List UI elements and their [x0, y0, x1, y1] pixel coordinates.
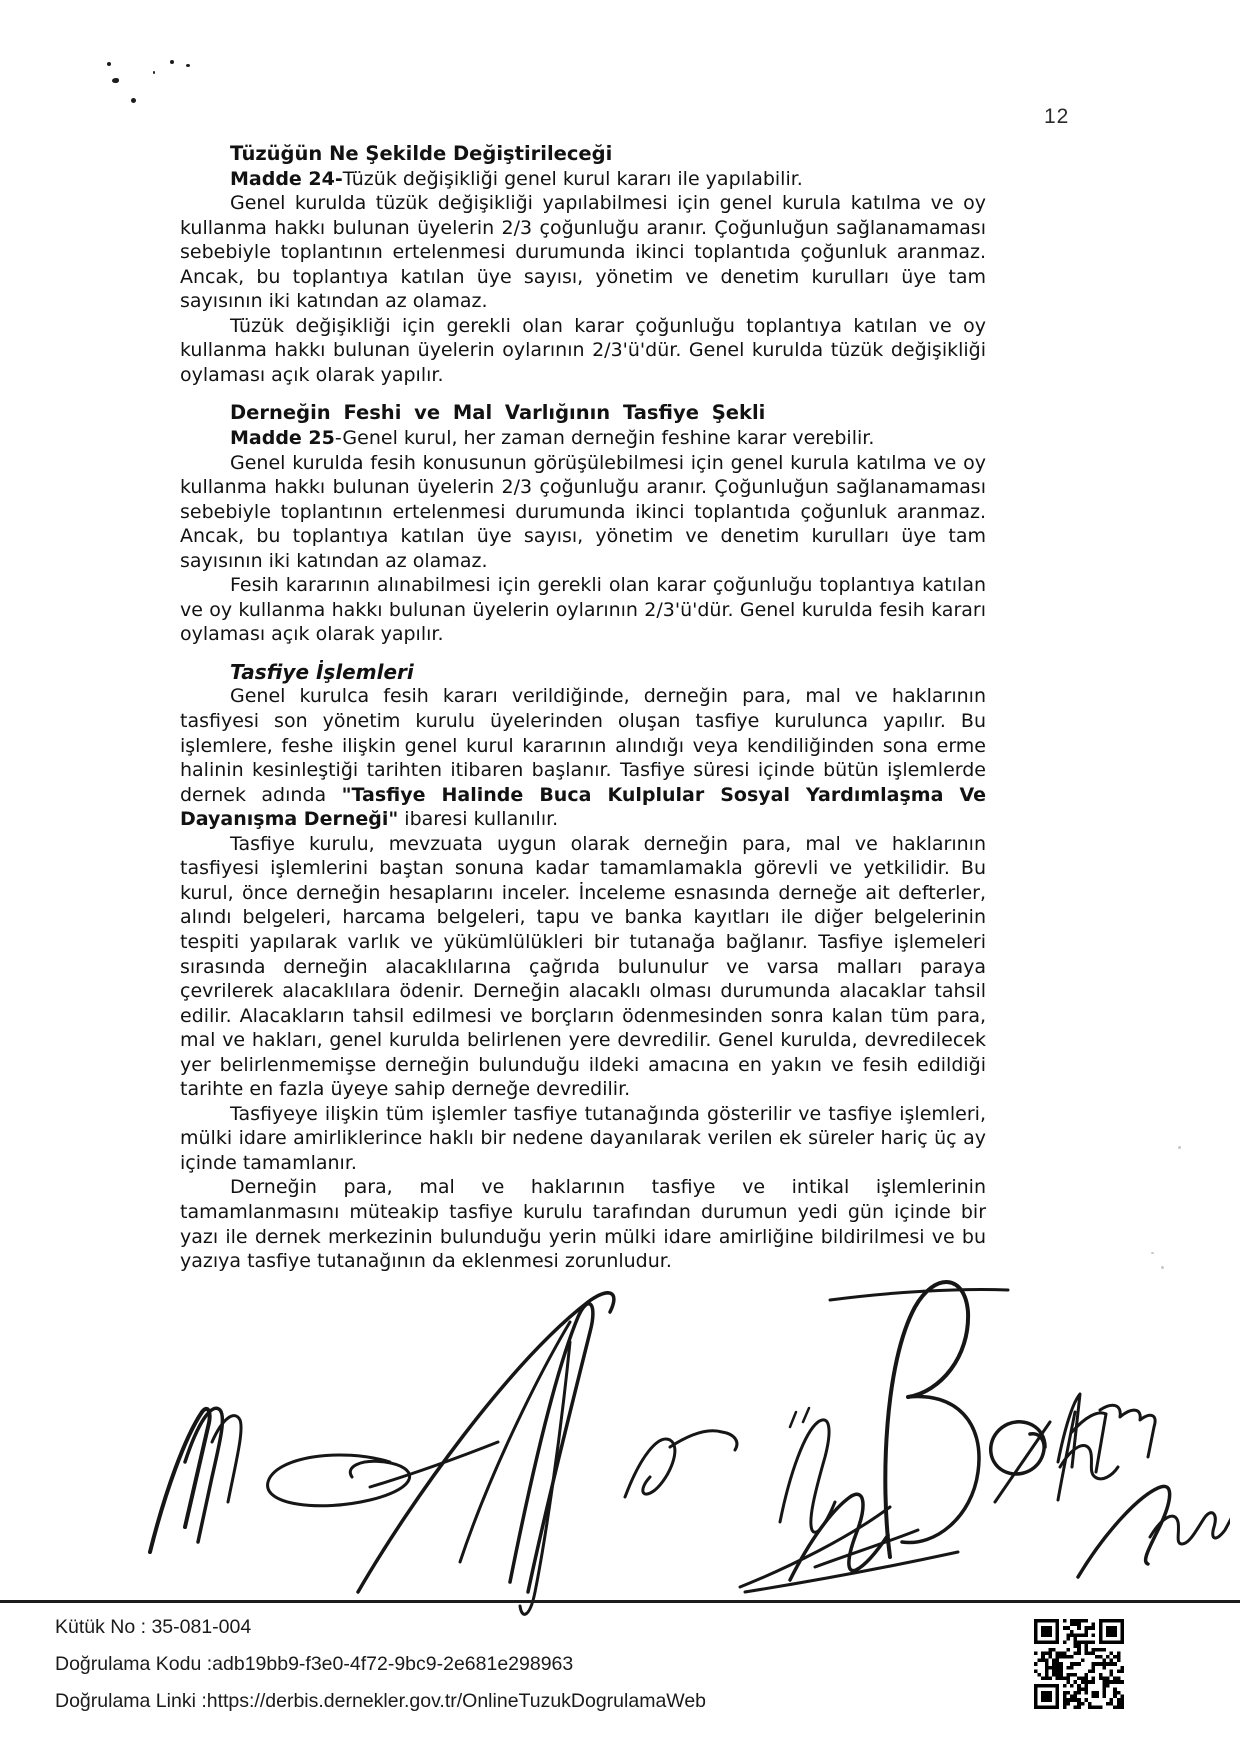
- tasfiye-dernek-adi: "Tasfiye Halinde Buca Kulplular Sosyal Yardımlaşma Ve Dayanışma Derneği": [180, 783, 986, 831]
- madde-25-label: Madde 25: [230, 427, 335, 450]
- tasfiye-1-after: ibaresi kullanılır.: [398, 808, 559, 831]
- paragraph-fesih-2: Fesih kararının alınabilmesi için gerekli olan karar çoğunluğu toplantıya katılan ve oy kullanma hakkı bulunan üyelerin oylarının 2/3'ü'dür. Genel kurulda fesih kararı oylaması açık olarak yapılır.: [180, 574, 986, 646]
- paragraph-madde-25: [180, 426, 986, 451]
- dogrulama-linki: Doğrulama Linki :https://derbis.dernekler.gov.tr/OnlineTuzukDogrulamaWeb: [55, 1690, 707, 1712]
- document-body: [180, 142, 986, 1274]
- section-heading-dernegin-feshi: Derneğin Feshi ve Mal Varlığının Tasfiye Şekli: [230, 401, 766, 425]
- dogrulama-kodu: Doğrulama Kodu :adb19bb9-f3e0-4f72-9bc9-2e681e298963: [55, 1653, 574, 1675]
- section-heading-tasfiye-islemleri: Tasfiye İşlemleri: [230, 659, 414, 684]
- paragraph-tasfiye-3: Tasfiyeye ilişkin tüm işlemler tasfiye tutanağında gösterilir ve tasfiye işlemleri, mülki idare amirliklerince haklı bir nedene dayanılarak verilen ek süreler hariç üç ay içinde tamamlanır.: [180, 1102, 986, 1174]
- madde-25-text: -Genel kurul, her zaman derneğin feshine karar verebilir.: [334, 427, 875, 450]
- paragraph-madde-24: [180, 167, 986, 192]
- paragraph-tuzuk-2: Tüzük değişikliği için gerekli olan karar çoğunluğu toplantıya katılan ve oy kullanma hakkı bulunan üyelerin oylarının 2/3'ü'dür. Genel kurulda tüzük değişikliği oylaması açık olarak yapılır.: [180, 314, 986, 386]
- page-number: 12: [1044, 105, 1070, 128]
- madde-24-label: Madde 24-: [230, 167, 343, 190]
- kutuk-no: Kütük No : 35-081-004: [55, 1616, 252, 1638]
- paragraph-tuzuk-1: Genel kurulda tüzük değişikliği yapılabilmesi için genel kurula katılma ve oy kullanma hakkı bulunan üyelerin 2/3 çoğunluğu aranır. Çoğunluğun sağlanamaması sebebiyle toplantının ertelenmesi durumunda ikinci toplantıda çoğunluk aranmaz. Ancak, bu toplantıya katılan üye sayısı, yönetim ve denetim kurulları üye tam sayısının iki katından az olamaz.: [180, 192, 986, 313]
- section-heading-tuzuk-degisikligi: Tüzüğün Ne Şekilde Değiştirileceği: [230, 142, 613, 165]
- paragraph-tasfiye-2: Tasfiye kurulu, mevzuata uygun olarak derneğin para, mal ve haklarının tasfiyesi işlemlerini baştan sonuna kadar tamamlamakla görevli ve yetkilidir. Bu kurul, önce derneğin hesaplarını inceler. İnceleme esnasında derneğe ait defterler, alındı belgeleri, harcama belgeleri, tapu ve banka kayıtları ile diğer belgelerinin tespiti yapılarak varlık ve yükümlülükleri bir tutanağa bağlanır. Tasfiye işlemeleri sırasında derneğin alacaklılarına çağrıda bulunulur ve varsa malları paraya çevrilerek alacaklılara ödenir. Derneğin alacaklı olması durumunda alacaklar tahsil edilir. Alacakların tahsil edilmesi ve borçların ödenmesinden sonra kalan tüm para, mal ve hakları, genel kurulda belirlenen yere devredilir. Genel kurulda, devredilecek yer belirlenmemişse derneğin bulunduğu ildeki amacına en yakın ve fesih edildiği tarihte en fazla üyeye sahip derneğe devredilir.: [180, 832, 986, 1101]
- qr-code-icon: [1034, 1619, 1124, 1709]
- paragraph-tasfiye-4: Derneğin para, mal ve haklarının tasfiye ve intikal işlemlerinin tamamlanmasını müteakip tasfiye kurulu tarafından durumun yedi gün içinde bir yazı ile dernek merkezinin bulunduğu yerin mülki idare amirliğine bildirilmesi ve bu yazıya tasfiye tutanağının da eklenmesi zorunludur.: [180, 1176, 986, 1273]
- tasfiye-1-before: Genel kurulca fesih kararı verildiğinde, derneğin para, mal ve haklarının tasfiyesi son yönetim kurulu üyelerinden oluşan tasfiye kurulunca yapılır. Bu işlemlere, feshe ilişkin genel kurul kararının alındığı veya kendiliğinden sona erme halinin kesinleştiği tarihten itibaren başlanır. Tasfiye süresi içinde bütün işlemlerde dernek adında: [180, 685, 986, 806]
- paragraph-fesih-1: Genel kurulda fesih konusunun görüşülebilmesi için genel kurula katılma ve oy kullanma hakkı bulunan üyelerin 2/3 çoğunluğu aranır. Çoğunluğun sağlanamaması sebebiyle toplantının ertelenmesi durumunda ikinci toplantıda çoğunluk aranmaz. Ancak, bu toplantıya katılan üye sayısı, yönetim ve denetim kurulları üye tam sayısının iki katından az olamaz.: [180, 451, 986, 572]
- madde-24-text: Tüzük değişikliği genel kurul kararı ile yapılabilir.: [342, 167, 803, 190]
- paragraph-tasfiye-1: [180, 684, 986, 831]
